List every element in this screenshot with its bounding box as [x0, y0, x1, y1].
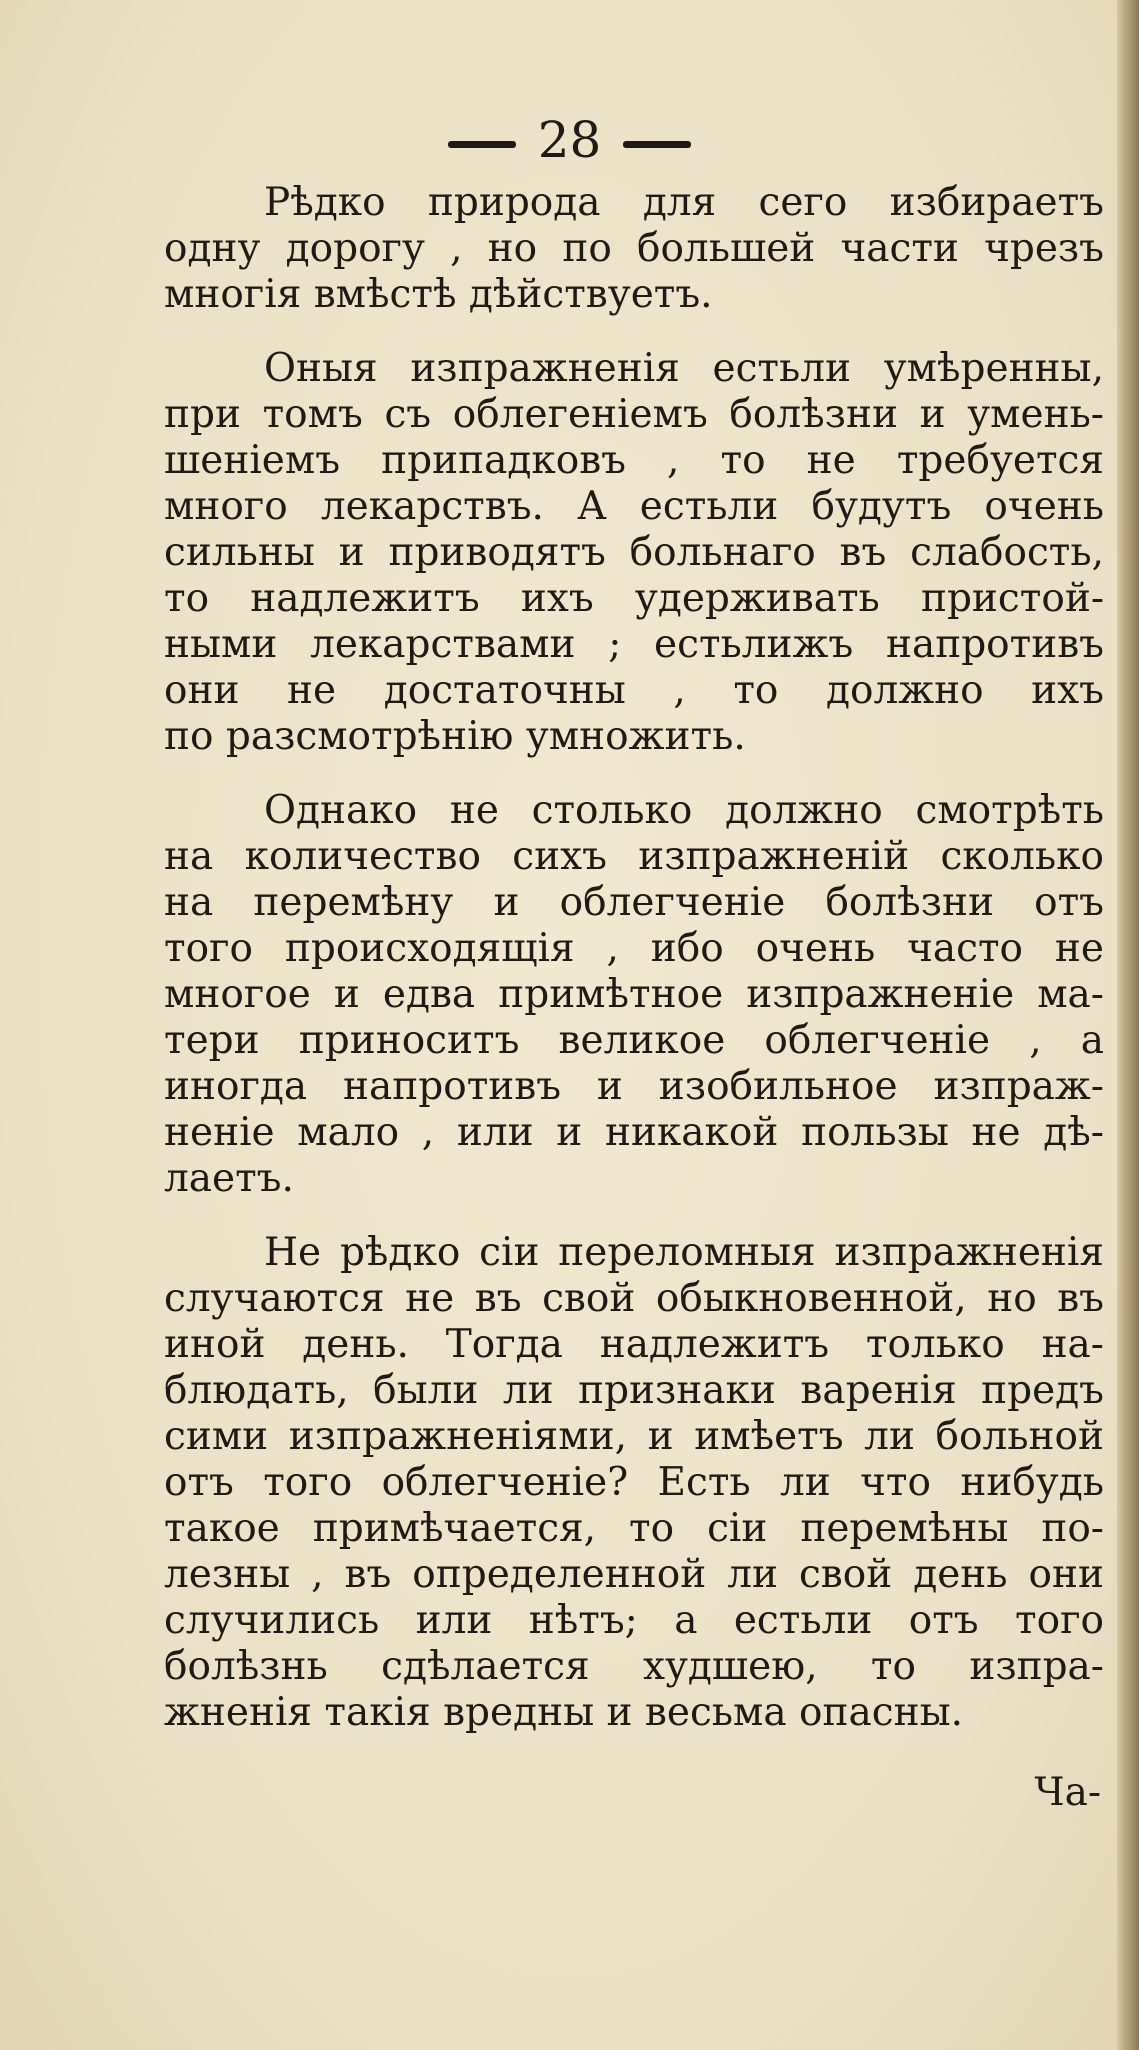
body-text — [164, 180, 1104, 1764]
text-line: одну дорогу , но по большей части чрезъ — [164, 226, 1104, 271]
text-line: на перемѣну и облегченіе болѣзни отъ — [164, 880, 1104, 925]
text-line: Не рѣдко сіи переломныя изпражненія — [264, 1230, 1104, 1275]
text-line: многое и едва примѣтное изпражненіе ма- — [164, 972, 1104, 1017]
text-line: шеніемъ припадковъ , то не требуется — [164, 438, 1104, 483]
text-line: случились или нѣтъ; а естьли отъ того — [164, 1598, 1104, 1643]
text-line: сильны и приводятъ больнаго въ слабость, — [164, 530, 1104, 575]
page-edge — [1117, 0, 1139, 2050]
text-line: Рѣдко природа для сего избираетъ — [264, 180, 1104, 225]
text-line: много лекарствъ. А естьли будутъ очень — [164, 484, 1104, 529]
text-line: отъ того облегченіе? Есть ли что нибудь — [164, 1460, 1104, 1505]
text-line: случаются не въ свой обыкновенной, но въ — [164, 1276, 1104, 1321]
page-number: 28 — [537, 111, 602, 169]
text-line: неніе мало , или и никакой пользы не дѣ- — [164, 1110, 1104, 1155]
page-header — [0, 110, 1139, 170]
paragraph-1 — [164, 180, 1104, 318]
text-line: болѣзнь сдѣлается худшею, то изпра- — [164, 1644, 1104, 1689]
text-line: ными лекарствами ; естьлижъ напротивъ — [164, 622, 1104, 667]
text-line: иной день. Тогда надлежитъ только на- — [164, 1322, 1104, 1367]
text-line: блюдать, были ли признаки варенія предъ — [164, 1368, 1104, 1413]
text-line: Однако не столько должно смотрѣть — [264, 788, 1104, 833]
catchword: Ча- — [1034, 1770, 1101, 1815]
paragraph-3 — [164, 788, 1104, 1202]
text-line: иногда напротивъ и изобильное изпраж- — [164, 1064, 1104, 1109]
text-line: многія вмѣстѣ дѣйствуетъ. — [164, 272, 713, 317]
text-line: то надлежитъ ихъ удерживать пристой- — [164, 576, 1104, 621]
text-line: по разсмотрѣнію умножить. — [164, 714, 746, 759]
text-line: Оныя изпражненія естьли умѣренны, — [264, 346, 1104, 391]
text-line: тери приноситъ великое облегченіе , а — [164, 1018, 1104, 1063]
text-line: они не достаточны , то должно ихъ — [164, 668, 1104, 713]
paragraph-2 — [164, 346, 1104, 760]
header-dash-right — [623, 141, 691, 148]
text-line: на количество сихъ изпражненій сколько — [164, 834, 1104, 879]
text-line: того происходящія , ибо очень часто не — [164, 926, 1104, 971]
text-line: сими изпражненіями, и имѣетъ ли больной — [164, 1414, 1104, 1459]
text-line: такое примѣчается, то сіи перемѣны по- — [164, 1506, 1104, 1551]
text-line: жненія такія вредны и весьма опасны. — [164, 1690, 964, 1735]
text-line: при томъ съ облегеніемъ болѣзни и умень- — [164, 392, 1104, 437]
paragraph-4 — [164, 1230, 1104, 1736]
text-line: лаетъ. — [164, 1156, 294, 1201]
text-line: лезны , въ определенной ли свой день они — [164, 1552, 1104, 1597]
header-dash-left — [448, 141, 516, 148]
